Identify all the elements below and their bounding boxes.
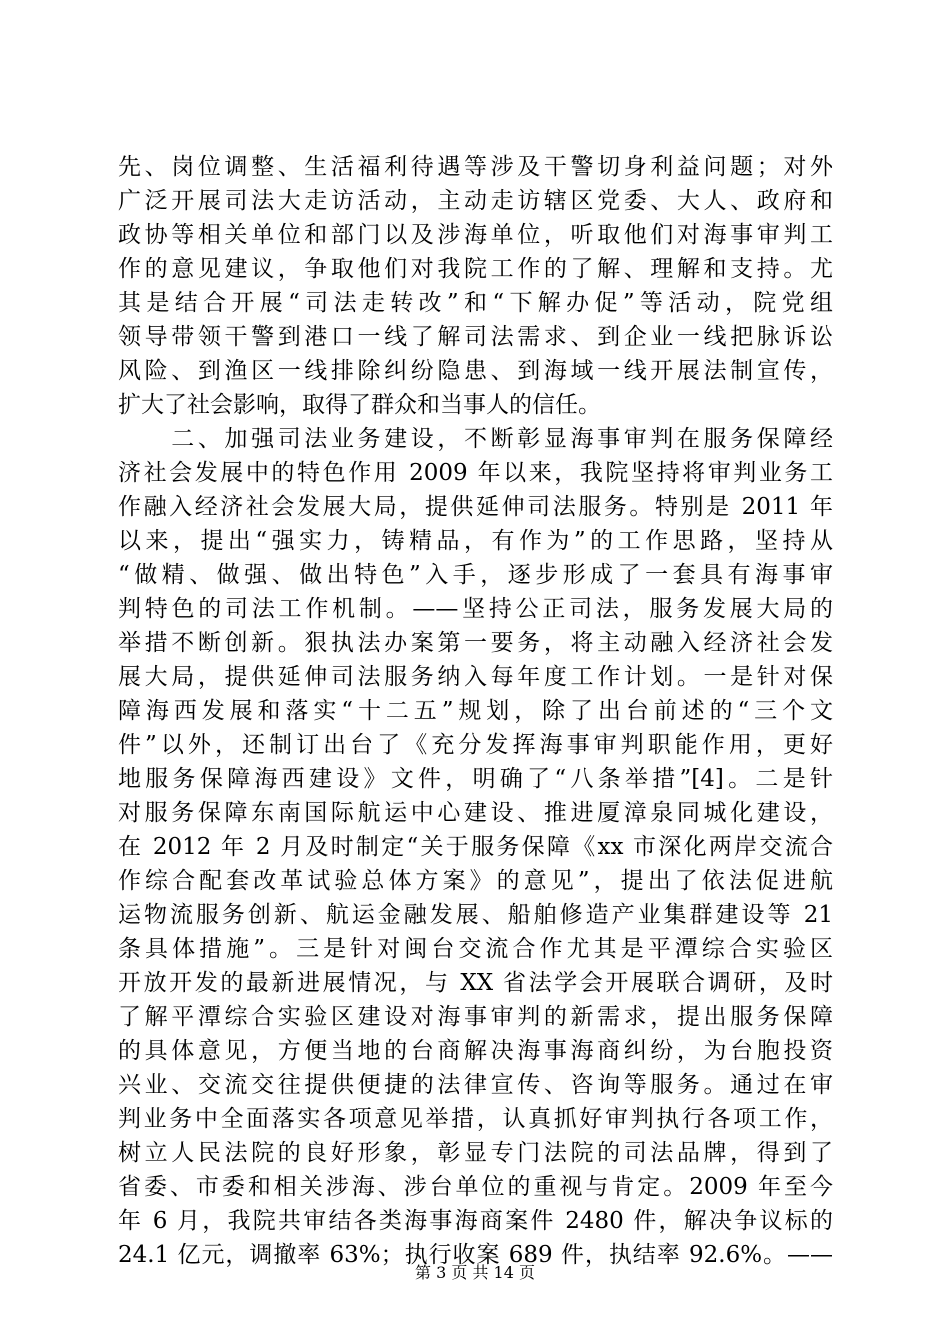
- text-line: 判特色的司法工作机制。——坚持公正司法，服务发展大局的: [118, 596, 833, 622]
- text-line: 件”以外，还制订出台了《充分发挥海事审判职能作用，更好: [118, 732, 833, 758]
- text-line: 二、加强司法业务建设，不断彰显海事审判在服务保障经: [118, 426, 833, 452]
- text-line: “做精、做强、做出特色”入手，逐步形成了一套具有海事审: [118, 562, 833, 588]
- text-line: 以来，提出“强实力，铸精品，有作为”的工作思路，坚持从: [118, 528, 833, 554]
- text-line: 风险、到渔区一线排除纠纷隐患、到海域一线开展法制宣传，: [118, 358, 833, 384]
- text-line: 兴业、交流交往提供便捷的法律宣传、咨询等服务。通过在审: [118, 1072, 833, 1098]
- text-line: 对服务保障东南国际航运中心建设、推进厦漳泉同城化建设，: [118, 800, 833, 826]
- text-line: 展大局，提供延伸司法服务纳入每年度工作计划。一是针对保: [118, 664, 833, 690]
- text-line: 其是结合开展“司法走转改”和“下解办促”等活动，院党组: [118, 290, 833, 316]
- text-line: 扩大了社会影响，取得了群众和当事人的信任。: [118, 392, 601, 418]
- text-line: 树立人民法院的良好形象，彰显专门法院的司法品牌，得到了: [118, 1140, 833, 1166]
- text-line: 作融入经济社会发展大局，提供延伸司法服务。特别是 2011 年: [118, 494, 833, 520]
- text-line: 作综合配套改革试验总体方案》的意见”，提出了依法促进航: [118, 868, 833, 894]
- text-line: 举措不断创新。狠执法办案第一要务，将主动融入经济社会发: [118, 630, 833, 656]
- text-line: 运物流服务创新、航运金融发展、船舶修造产业集群建设等 21: [118, 902, 833, 928]
- text-line: 领导带领干警到港口一线了解司法需求、到企业一线把脉诉讼: [118, 324, 833, 350]
- text-line: 了解平潭综合实验区建设对海事审判的新需求，提出服务保障: [118, 1004, 833, 1030]
- text-line: 政协等相关单位和部门以及涉海单位，听取他们对海事审判工: [118, 222, 833, 248]
- text-line: 省委、市委和相关涉海、涉台单位的重视与肯定。2009 年至今: [118, 1174, 833, 1200]
- text-line: 的具体意见，方便当地的台商解决海事海商纠纷，为台胞投资: [118, 1038, 833, 1064]
- text-line: 济社会发展中的特色作用 2009 年以来，我院坚持将审判业务工: [118, 460, 833, 486]
- text-line: 地服务保障海西建设》文件，明确了“八条举措”[4]。二是针: [118, 766, 833, 792]
- text-line: 判业务中全面落实各项意见举措，认真抓好审判执行各项工作，: [118, 1106, 833, 1132]
- text-line: 在 2012 年 2 月及时制定“关于服务保障《xx 市深化两岸交流合: [118, 834, 833, 860]
- text-line: 年 6 月，我院共审结各类海事海商案件 2480 件，解决争议标的: [118, 1208, 833, 1234]
- text-line: 障海西发展和落实“十二五”规划，除了出台前述的“三个文: [118, 698, 833, 724]
- text-line: 广泛开展司法大走访活动，主动走访辖区党委、大人、政府和: [118, 188, 833, 214]
- text-line: 先、岗位调整、生活福利待遇等涉及干警切身利益问题；对外: [118, 154, 833, 180]
- text-line: 作的意见建议，争取他们对我院工作的了解、理解和支持。尤: [118, 256, 833, 282]
- document-body: [118, 150, 833, 1272]
- text-line: 24.1 亿元，调撤率 63%；执行收案 689 件，执结率 92.6%。——: [118, 1242, 833, 1268]
- text-line: 开放开发的最新进展情况，与 XX 省法学会开展联合调研，及时: [118, 970, 833, 996]
- text-line: 条具体措施”。三是针对闽台交流合作尤其是平潭综合实验区: [118, 936, 833, 962]
- page-footer: 第 3 页 共 14 页: [415, 1263, 535, 1282]
